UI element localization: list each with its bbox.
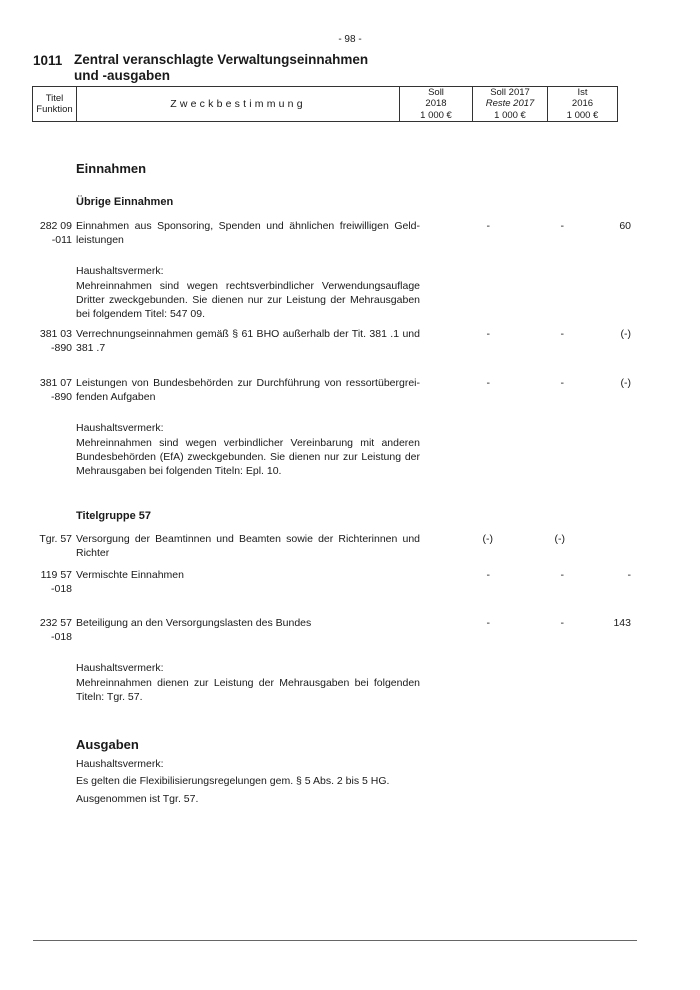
group-heading-uebrige: Übrige Einnahmen (76, 196, 174, 208)
reste-value: - (560, 328, 564, 340)
note-text: Mehreinnahmen sind wegen rechtsverbindlicher Verwendungsauflage Dritter zweckgebunden. Sie dienen nur zur Leistung der Mehrausgaben bei folgendem Titel: 547 09. (76, 280, 420, 321)
header-titel-funktion (33, 87, 76, 121)
chapter-title-line2: und -ausgaben (74, 68, 171, 84)
chapter-title (74, 52, 394, 84)
zweckbestimmung-text: Vermischte Einnahmen (76, 569, 184, 581)
titel-code (0, 568, 72, 596)
note-label: Haushaltsvermerk: (76, 662, 164, 674)
titel-number: Tgr. 57 (39, 533, 72, 545)
zweckbestimmung-text: Versorgung der Beamtinnen und Beamten sowie der Richterinnen und Richter (76, 533, 420, 560)
soll-value: - (486, 220, 490, 232)
soll-value: (-) (482, 533, 493, 545)
note-text: Mehreinnahmen dienen zur Leistung der Mehrausgaben bei folgenden Titeln: Tgr. 57. (76, 677, 420, 704)
reste-value: - (560, 569, 564, 581)
page-number: - 98 - (338, 34, 362, 45)
ausgaben-note-line1: Es gelten die Flexibilisierungsregelungen gem. § 5 Abs. 2 bis 5 HG. (76, 775, 390, 787)
note-text: Mehreinnahmen sind wegen verbindlicher Vereinbarung mit anderen Bundesbehörden (EfA) zweckgebunden. Sie dienen nur zur Leistung der Mehrausgaben bei folgenden Titeln: Epl. 10. (76, 437, 420, 478)
zweckbestimmung-text: Beteiligung an den Versorgungslasten des Bundes (76, 617, 312, 629)
soll-value: - (486, 377, 490, 389)
funktion-number: -018 (50, 583, 72, 596)
funktion-number: -011 (51, 234, 72, 247)
ist-value: 60 (619, 220, 631, 232)
funktion-number: -890 (50, 391, 72, 404)
funktion-number: -890 (50, 342, 72, 355)
zweckbestimmung-text: Einnahmen aus Sponsoring, Spenden und ähnlichen freiwilligen Geld-leistungen (76, 220, 420, 247)
header-ist-label: Ist (577, 86, 588, 98)
chapter-title-line1: Zentral veranschlagte Verwaltungseinnahmen (74, 52, 369, 67)
header-reste-2017 (472, 87, 547, 121)
header-zweckbestimmung: Zweckbestimmung (76, 87, 399, 121)
reste-value: - (560, 220, 564, 232)
column-header-table (32, 86, 618, 122)
titel-code (0, 532, 72, 546)
soll-value: - (486, 569, 490, 581)
chapter-number: 1011 (33, 53, 63, 68)
reste-value: - (560, 617, 564, 629)
note-label: Haushaltsvermerk: (76, 422, 164, 434)
ist-value: (-) (620, 377, 631, 389)
group-heading-titelgruppe-57: Titelgruppe 57 (76, 510, 151, 522)
header-soll-unit: 1 000 € (420, 109, 452, 121)
header-ist-unit: 1 000 € (566, 109, 599, 121)
note-label: Haushaltsvermerk: (76, 758, 164, 770)
reste-value: - (560, 377, 564, 389)
zweckbestimmung-text: Verrechnungseinnahmen gemäß § 61 BHO außerhalb der Tit. 381 .1 und 381 .7 (76, 328, 420, 355)
soll-value: - (486, 328, 490, 340)
header-ist-2016 (547, 87, 617, 121)
titel-number: 119 57 (40, 569, 72, 581)
ist-value: 143 (613, 617, 631, 629)
header-reste-label: Soll 2017 (490, 86, 530, 98)
header-titel-label: Titel (45, 92, 64, 104)
section-heading-ausgaben: Ausgaben (76, 737, 139, 752)
titel-code (0, 616, 72, 644)
titel-number: 282 09 (39, 220, 72, 232)
reste-value: (-) (554, 533, 565, 545)
titel-number: 381 07 (39, 377, 72, 389)
ausgaben-note-line2: Ausgenommen ist Tgr. 57. (76, 793, 199, 805)
header-funktion-label: Funktion (36, 104, 73, 115)
titel-number: 381 03 (39, 328, 72, 340)
header-reste-unit: 1 000 € (494, 109, 526, 121)
header-soll-year: 2018 (425, 98, 447, 110)
section-heading-einnahmen: Einnahmen (76, 161, 147, 176)
note-label: Haushaltsvermerk: (76, 265, 164, 277)
footer-divider (33, 940, 637, 941)
ist-value: (-) (620, 328, 631, 340)
soll-value: - (486, 617, 490, 629)
header-reste-sub: Reste 2017 (485, 98, 535, 110)
zweckbestimmung-text: Leistungen von Bundesbehörden zur Durchführung von ressortübergrei-fenden Aufgaben (76, 377, 420, 404)
titel-code (0, 327, 72, 355)
header-soll-label: Soll (428, 86, 444, 98)
titel-code (0, 219, 72, 247)
ist-value: - (627, 569, 631, 581)
funktion-number: -018 (50, 631, 72, 644)
header-ist-year: 2016 (571, 98, 594, 110)
header-soll-2018 (399, 87, 472, 121)
titel-code (0, 376, 72, 404)
titel-number: 232 57 (39, 617, 72, 629)
